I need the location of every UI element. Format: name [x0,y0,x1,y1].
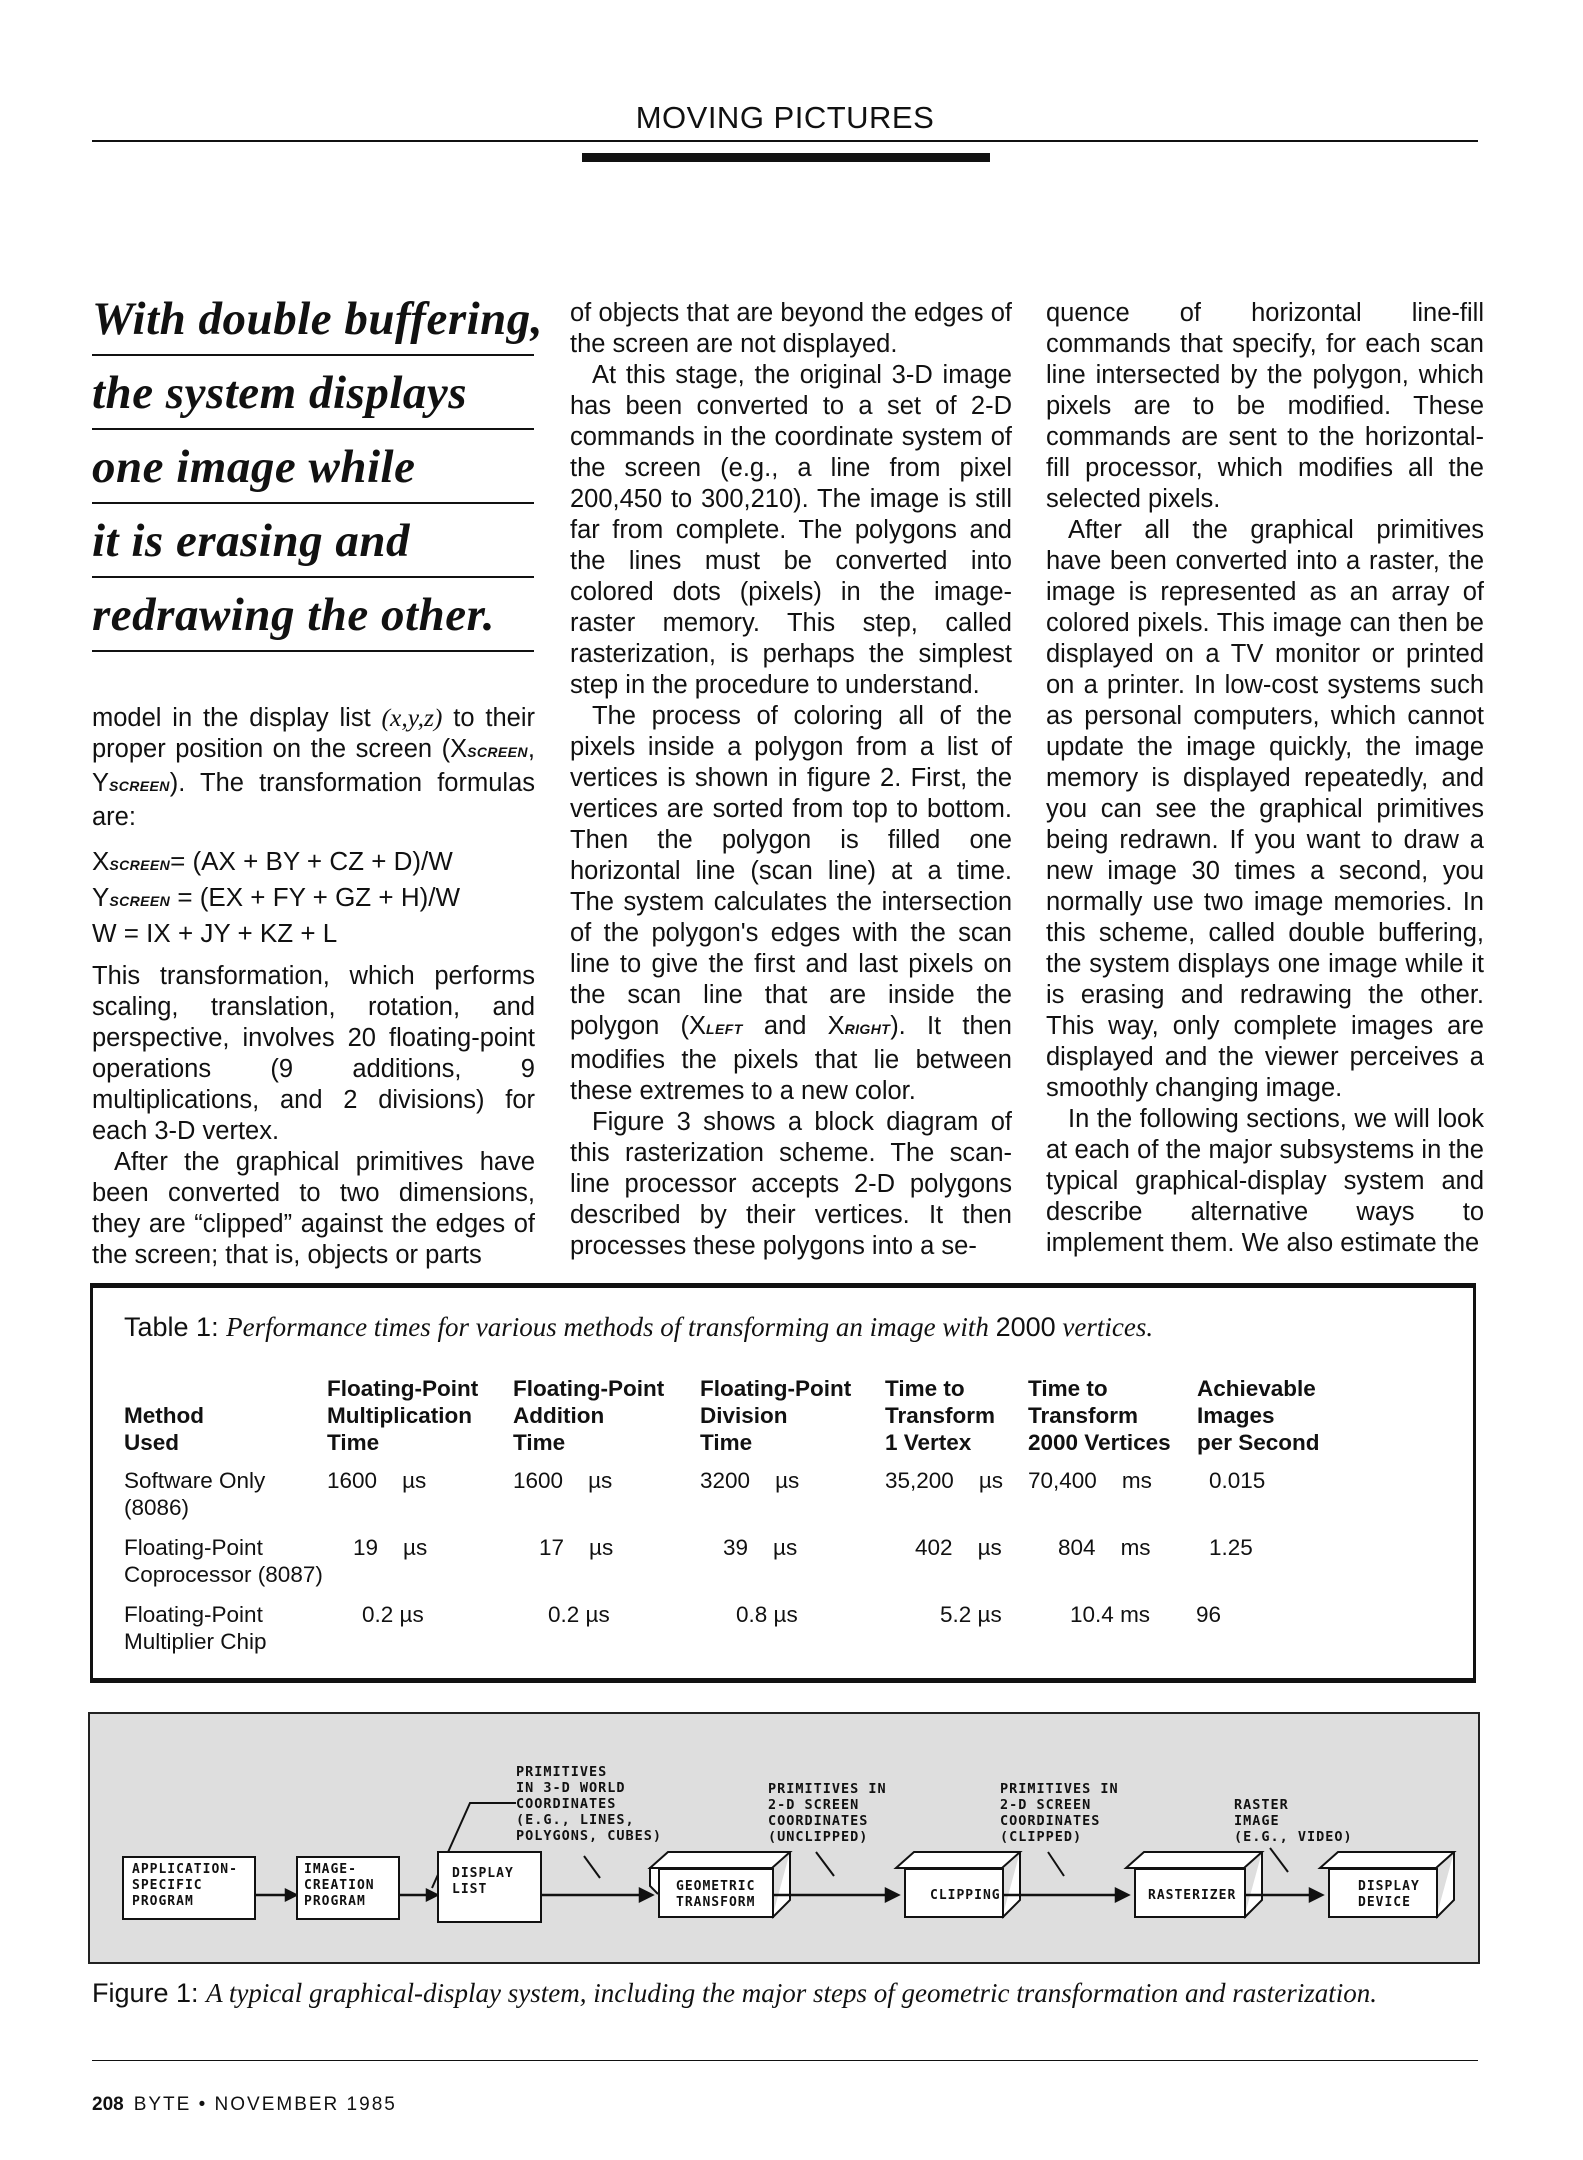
arrow-head [886,1889,898,1901]
table-cell: 1600 µs [513,1468,613,1493]
table-header-vertex: Time to Transform 1 Vertex [885,1376,996,1455]
table-cell: 17 µs [539,1535,614,1560]
box-application-program-label: APPLICATION- SPECIFIC PROGRAM [132,1862,238,1909]
table-header-method: Method Used [124,1403,204,1455]
arrow-head [1116,1889,1128,1901]
label-primitives-3d: PRIMITIVES IN 3-D WORLD COORDINATES (E.G., LINES, POLYGONS, CUBES) [516,1764,663,1844]
paragraph: model in the display list (x,y,z) to their proper position on the screen (XSCREEN, YSCREEN). The transformation formulas are: [92,703,535,831]
label-primitives-2d-clipped: PRIMITIVES IN 2-D SCREEN COORDINATES (CLIPPED) [1000,1781,1119,1845]
pull-quote-line: it is erasing and [92,512,534,578]
leader-line [816,1852,834,1876]
label-raster-image: RASTER IMAGE (E.G., VIDEO) [1234,1797,1353,1845]
table-cell: 0.2 µs [548,1602,610,1627]
leader-line [584,1856,600,1878]
table-cell: 39 µs [723,1535,798,1560]
box-geometric-transform-label: GEOMETRIC TRANSFORM [676,1879,756,1910]
table-header-div: Floating-Point Division Time [700,1376,852,1455]
table-cell: 1.25 [1209,1535,1253,1560]
paragraph: In the following sections, we will look at each of the major subsystems in the typical graphical-display system and describe alternative ways to implement them. We also estimate the [1046,1105,1484,1257]
table-header-ips: Achievable Images per Second [1197,1376,1320,1455]
box-rasterizer-label: RASTERIZER [1148,1888,1237,1903]
box-image-creation-program-label: IMAGE- CREATION PROGRAM [304,1862,375,1909]
box-display-list-label: DISPLAY LIST [452,1866,514,1897]
box-clipping-label: CLIPPING [930,1888,1001,1903]
footer-rule [92,2060,1478,2061]
table-cell: 0.015 [1209,1468,1266,1493]
formula-y: YSCREEN = (EX + FY + GZ + H)/W [92,882,461,912]
table-title: Table 1: Performance times for various methods of transforming an image with 2000 vertices. [124,1312,1154,1342]
table-header-mult: Floating-Point Multiplication Time [327,1376,479,1455]
table-cell: 70,400 ms [1028,1468,1152,1493]
table-cell: 0.8 µs [736,1602,798,1627]
formula-w: W = IX + JY + KZ + L [92,918,338,948]
pull-quote-line: the system displays [92,364,534,430]
table-cell: 19 µs [353,1535,428,1560]
table-cell: 0.2 µs [362,1602,424,1627]
paragraph: quence of horizontal line-fill commands that specify, for each scan line intersected by the polygon, which pixels are to be modified. These commands are sent to the horizontal-fill processor, which modifies all the selected pixels. [1046,299,1484,513]
leader-line [1048,1852,1064,1876]
paragraph: Figure 3 shows a block diagram of this rasterization scheme. The scan-line processor accepts 2-D polygons described by their vertices. It then processes these polygons into a se- [570,1108,1012,1260]
table-cell: 96 [1196,1602,1222,1627]
table-cell: 804 ms [1058,1535,1151,1560]
table-cell: 1600 µs [327,1468,427,1493]
table-cell: 5.2 µs [940,1602,1002,1627]
arrow-head [427,1890,437,1900]
label-primitives-2d-unclipped: PRIMITIVES IN 2-D SCREEN COORDINATES (UNCLIPPED) [768,1781,887,1845]
table-cell-method: Floating-Point Multiplier Chip [124,1602,267,1654]
publication-line: BYTE • NOVEMBER 1985 [133,2094,397,2115]
page-footer [92,2094,397,2116]
formula-x: XSCREEN= (AX + BY + CZ + D)/W [92,846,453,876]
table-header-add: Floating-Point Addition Time [513,1376,665,1455]
pull-quote-line: With double buffering, [92,290,534,356]
table-cell: 3200 µs [700,1468,800,1493]
arrow-head [1310,1889,1322,1901]
page-number: 208 [92,2094,124,2115]
table-header-total: Time to Transform 2000 Vertices [1028,1376,1171,1455]
table-cell-method: Software Only (8086) [124,1468,266,1520]
paragraph: After all the graphical primitives have been converted into a raster, the image is represented as an array of colored pixels. This image can then be displayed on a TV monitor or printed on a printer. In low-cost systems such as personal computers, which cannot update the image quickly, the image memory is displayed repeatedly, and you can see the graphical primitives being redrawn. If you want to draw a new image 30 times a second, you normally use two image memories. In this scheme, called double buffering, the system displays one image while it is erasing and redrawing the other. This way, only complete images are displayed and the viewer perceives a smoothly changing image. [1046,516,1484,1102]
table-cell-method: Floating-Point Coprocessor (8087) [124,1535,323,1587]
leader-line [1270,1848,1288,1872]
paragraph: The process of coloring all of the pixels inside a polygon from a list of vertices is shown in figure 2. First, the vertices are sorted from top to bottom. Then the polygon is filled one horizontal line (scan line) at a time. The system calculates the intersection of the polygon's edges with the scan line to give the first and last pixels on the scan line that are inside the polygon (XLEFT and XRIGHT). It then modifies the pixels that lie between these extremes to a new color. [570,702,1012,1105]
paragraph: This transformation, which performs scaling, translation, rotation, and perspective, involves 20 floating-point operations (9 additions, 9 multiplications, and 2 divisions) for each 3-D vertex. [92,962,535,1145]
running-header: MOVING PICTURES [635,100,935,135]
pull-quote-line: redrawing the other. [92,586,534,652]
pull-quote-line: one image while [92,438,534,504]
table-cell: 35,200 µs [885,1468,1004,1493]
figure-caption: Figure 1: A typical graphical-display system, including the major steps of geometric transformation and rasterization. [92,1978,1378,2008]
box-display-device-label: DISPLAY DEVICE [1358,1879,1420,1910]
paragraph: of objects that are beyond the edges of the screen are not displayed. [570,299,1012,358]
arrow-head [640,1889,652,1901]
arrow-head [286,1890,296,1900]
paragraph: After the graphical primitives have been converted to two dimensions, they are “clipped” against the edges of the screen; that is, objects or parts [92,1148,535,1269]
table-cell: 10.4 ms [1070,1602,1151,1627]
table-cell: 402 µs [915,1535,1002,1560]
paragraph: At this stage, the original 3-D image has been converted to a set of 2-D commands in the coordinate system of the screen (e.g., a line from pixel 200,450 to 300,210). The image is still far from complete. The polygons and the lines must be converted into colored dots (pixels) in the image-raster memory. This step, called rasterization, is perhaps the simplest step in the procedure to understand. [570,361,1012,699]
